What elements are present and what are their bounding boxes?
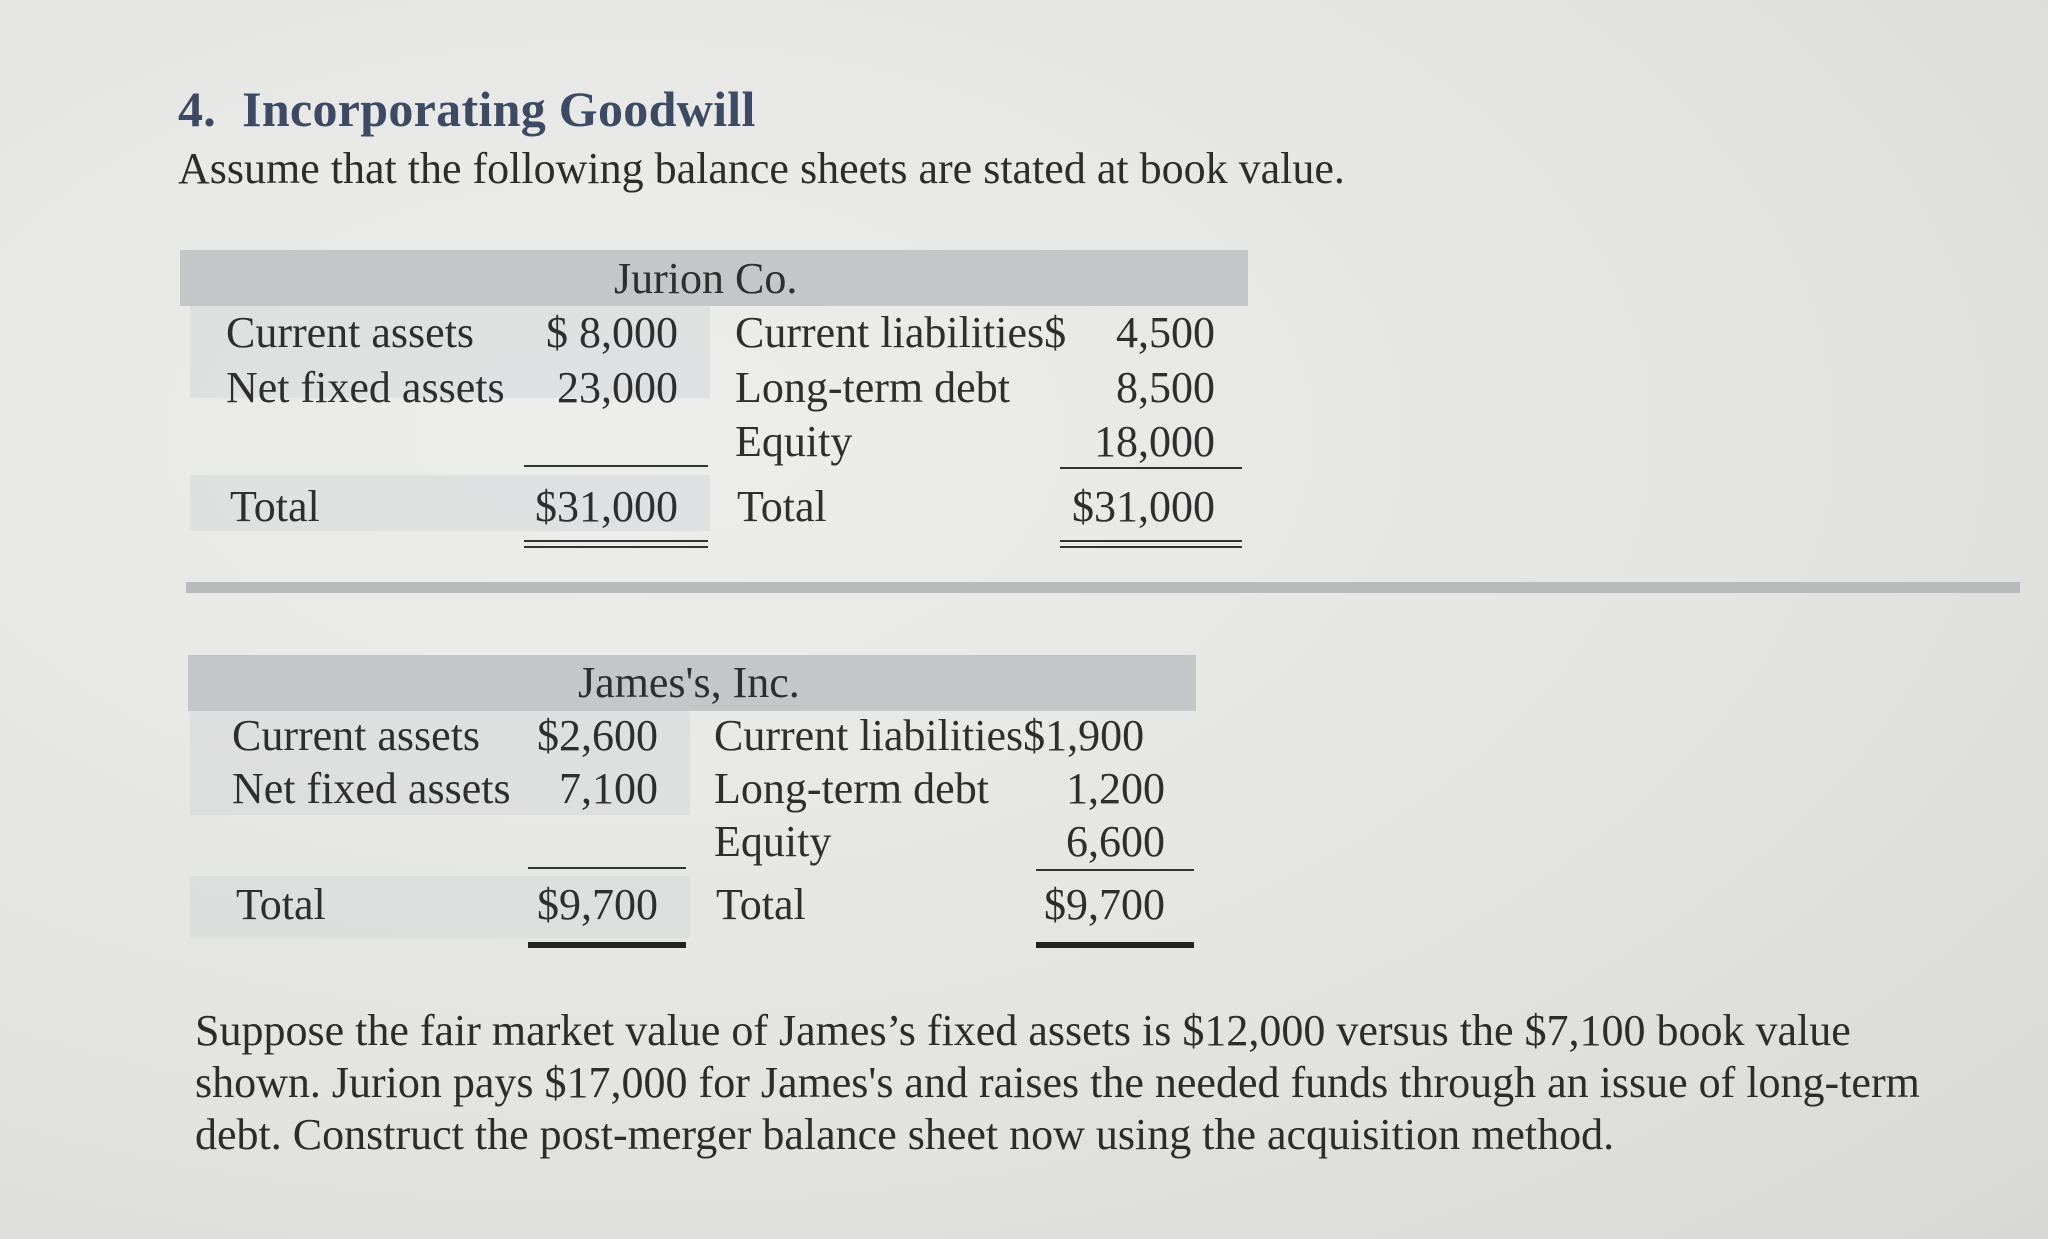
james-long-term-debt-label: Long-term debt	[714, 764, 989, 813]
james-company-name: James's, Inc.	[578, 658, 800, 707]
jurion-company-name: Jurion Co.	[614, 254, 798, 303]
james-equity-value: 6,600	[1066, 817, 1165, 866]
jurion-current-assets-label: Current assets	[226, 308, 475, 357]
jurion-total-right-label: Total	[737, 482, 827, 531]
problem-number: 4.	[178, 81, 217, 137]
problem-intro: Assume that the following balance sheets are stated at book value.	[178, 144, 1345, 193]
section-separator	[186, 582, 2020, 593]
james-total-assets-value: $9,700	[537, 880, 658, 929]
jurion-long-term-debt-label: Long-term debt	[735, 363, 1010, 412]
jurion-net-fixed-assets-label: Net fixed assets	[226, 363, 505, 412]
james-current-liabilities-label: Current liabilities$1,900	[714, 711, 1145, 760]
james-total-assets-underline	[528, 942, 686, 948]
james-long-term-debt-value: 1,200	[1066, 764, 1165, 813]
jurion-total-liabilities-equity-value: $31,000	[1072, 482, 1215, 531]
jurion-total-assets-double-rule	[524, 540, 708, 548]
james-assets-subtotal-rule	[528, 867, 686, 869]
james-liabilities-subtotal-rule	[1036, 869, 1194, 871]
james-total-assets-label: Total	[236, 880, 326, 929]
james-total-right-underline	[1036, 942, 1194, 948]
james-total-liabilities-equity-value: $9,700	[1044, 880, 1165, 929]
problem-heading	[178, 80, 756, 138]
james-equity-label: Equity	[714, 817, 832, 866]
jurion-long-term-debt-value: 8,500	[1116, 363, 1215, 412]
jurion-current-assets-value: $ 8,000	[546, 308, 678, 357]
jurion-assets-subtotal-rule	[524, 465, 708, 467]
problem-title: Incorporating Goodwill	[242, 81, 756, 137]
jurion-current-liabilities-label: Current liabilities$	[735, 308, 1067, 357]
jurion-equity-value: 18,000	[1094, 417, 1215, 466]
james-current-assets-value: $2,600	[537, 711, 658, 760]
question-text: Suppose the fair market value of James’s fixed assets is $12,000 versus the $7,100 book value shown. Jurion pays $17,000 for James's and raises the needed funds through an issue of long-term debt. Construct the post-merger balance sheet now using the acquisition method.	[195, 1006, 1920, 1159]
jurion-total-assets-value: $31,000	[535, 482, 678, 531]
jurion-total-assets-label: Total	[230, 482, 320, 531]
jurion-net-fixed-assets-value: 23,000	[557, 363, 678, 412]
jurion-total-right-double-rule	[1060, 540, 1242, 548]
james-total-right-label: Total	[716, 880, 806, 929]
james-net-fixed-assets-label: Net fixed assets	[232, 764, 511, 813]
jurion-current-liabilities-value: 4,500	[1116, 308, 1215, 357]
jurion-liabilities-subtotal-rule	[1060, 467, 1242, 469]
jurion-equity-label: Equity	[735, 417, 853, 466]
james-current-assets-label: Current assets	[232, 711, 481, 760]
james-net-fixed-assets-value: 7,100	[559, 764, 658, 813]
